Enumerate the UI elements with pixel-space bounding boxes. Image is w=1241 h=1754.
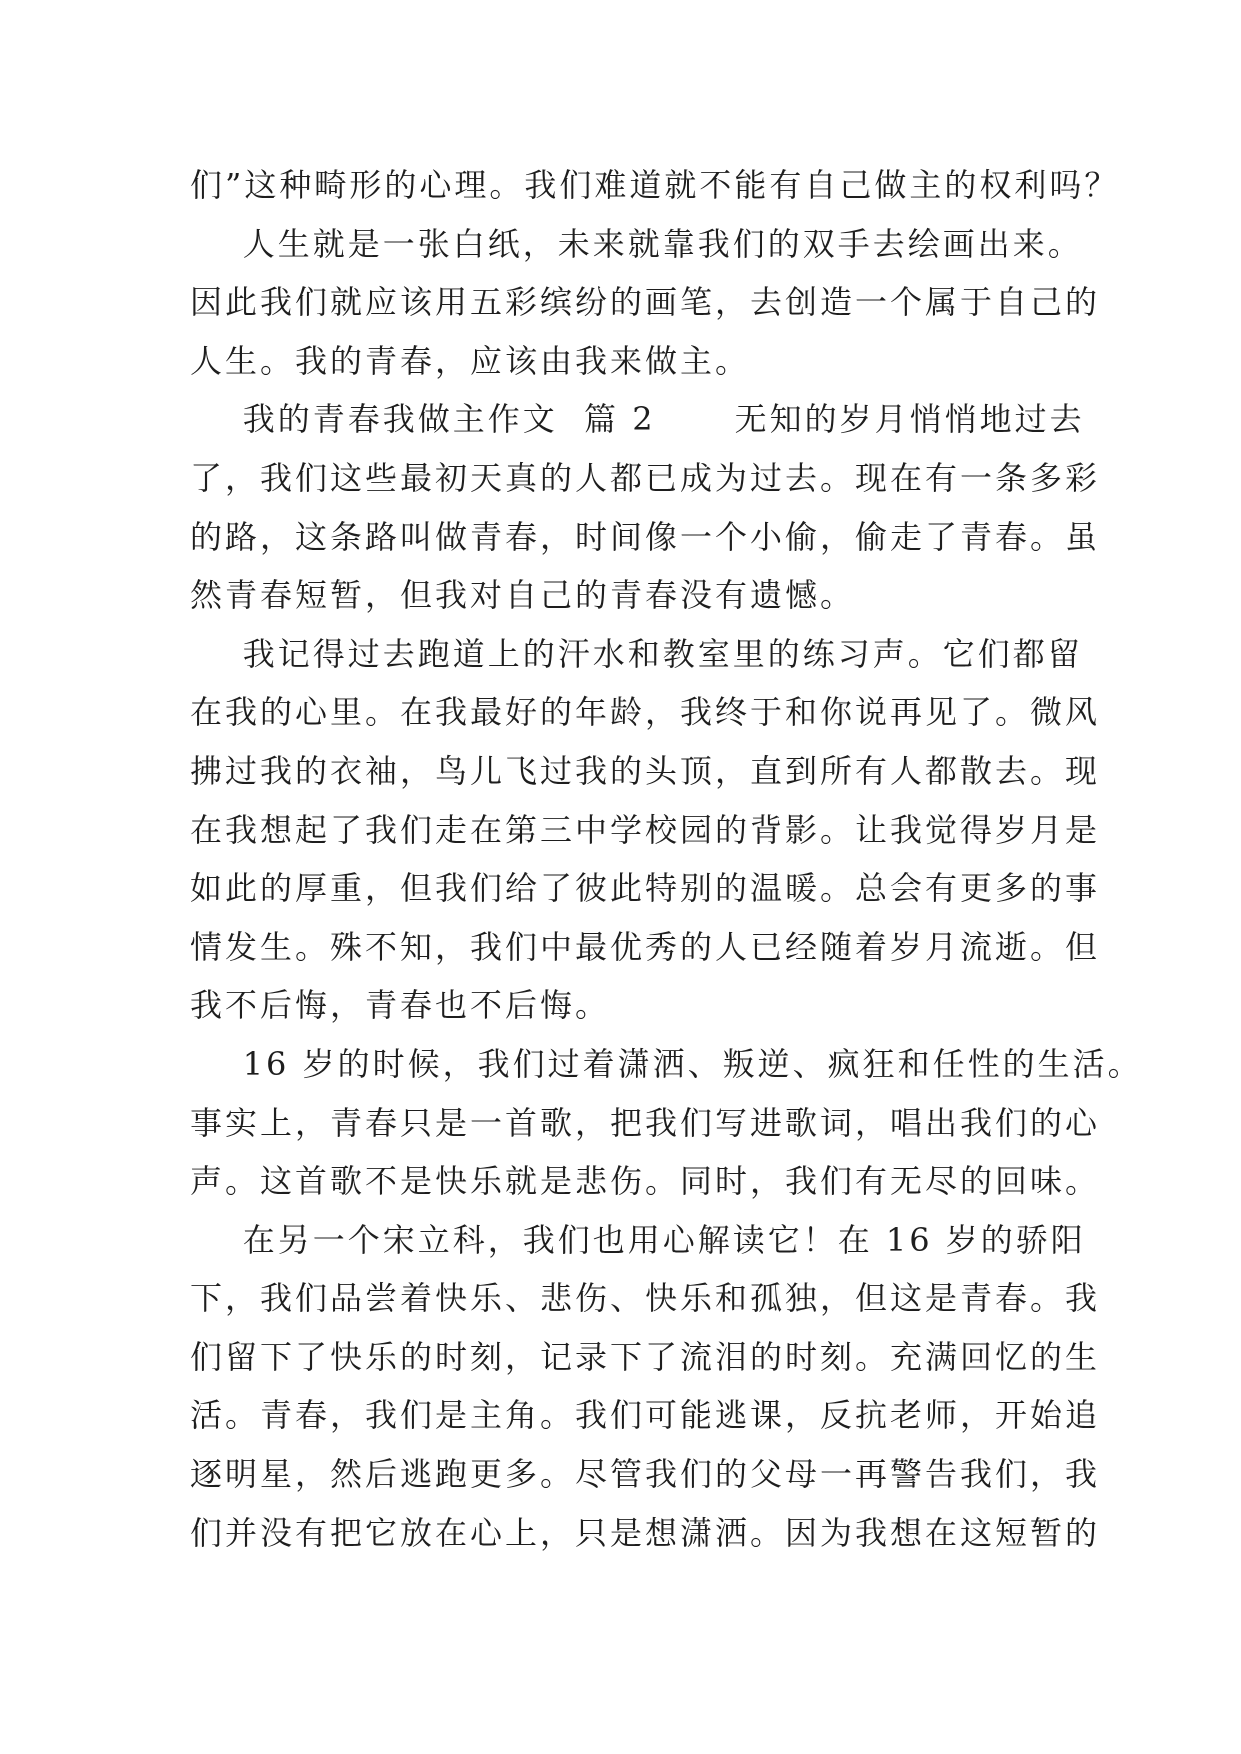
- text-line: 们”这种畸形的心理。我们难道就不能有自己做主的权利吗？: [190, 166, 1120, 204]
- text-line: 因此我们就应该用五彩缤纷的画笔，去创造一个属于自己的: [190, 283, 1101, 322]
- text-line: 我记得过去跑道上的汗水和教室里的练习声。它们都留: [190, 634, 1083, 673]
- text-line: 声。这首歌不是快乐就是悲伤。同时，我们有无尽的回味。: [190, 1162, 1101, 1201]
- text-line: 在我的心里。在我最好的年龄，我终于和你说再见了。微风: [190, 693, 1101, 732]
- text-line: 在另一个宋立科，我们也用心解读它！在 16 岁的骄阳: [190, 1220, 1086, 1259]
- text-line: 然青春短暂，但我对自己的青春没有遗憾。: [190, 576, 856, 615]
- text-line: 在我想起了我们走在第三中学校园的背影。让我觉得岁月是: [190, 810, 1101, 849]
- text-line: 情发生。殊不知，我们中最优秀的人已经随着岁月流逝。但: [190, 927, 1101, 966]
- text-line: 下，我们品尝着快乐、悲伤、快乐和孤独，但这是青春。我: [190, 1279, 1101, 1318]
- text-line: 们留下了快乐的时刻，记录下了流泪的时刻。充满回忆的生: [190, 1337, 1101, 1376]
- text-line: 拂过我的衣袖，鸟儿飞过我的头顶，直到所有人都散去。现: [190, 751, 1101, 790]
- text-line: 逐明星，然后逃跑更多。尽管我们的父母一再警告我们，我: [190, 1455, 1101, 1494]
- text-line: 16 岁的时候，我们过着潇洒、叛逆、疯狂和任性的生活。: [190, 1044, 1143, 1083]
- text-line: 活。青春，我们是主角。我们可能逃课，反抗老师，开始追: [190, 1396, 1101, 1435]
- text-line: 了，我们这些最初天真的人都已成为过去。现在有一条多彩: [190, 458, 1101, 497]
- text-line: 事实上，青春只是一首歌，把我们写进歌词，唱出我们的心: [190, 1103, 1101, 1142]
- text-line: 的路，这条路叫做青春，时间像一个小偷，偷走了青春。虽: [190, 517, 1101, 556]
- document-body-text: [190, 156, 1143, 1562]
- text-line: 如此的厚重，但我们给了彼此特别的温暖。总会有更多的事: [190, 869, 1101, 908]
- section-heading-line: 我的青春我做主作文 篇 2 无知的岁月悄悄地过去: [190, 400, 1085, 439]
- text-line: 人生。我的青春，应该由我来做主。: [190, 341, 751, 380]
- text-line: 我不后悔，青春也不后悔。: [190, 986, 611, 1025]
- text-line: 们并没有把它放在心上，只是想潇洒。因为我想在这短暂的: [190, 1513, 1101, 1552]
- text-line: 人生就是一张白纸，未来就靠我们的双手去绘画出来。: [190, 224, 1083, 263]
